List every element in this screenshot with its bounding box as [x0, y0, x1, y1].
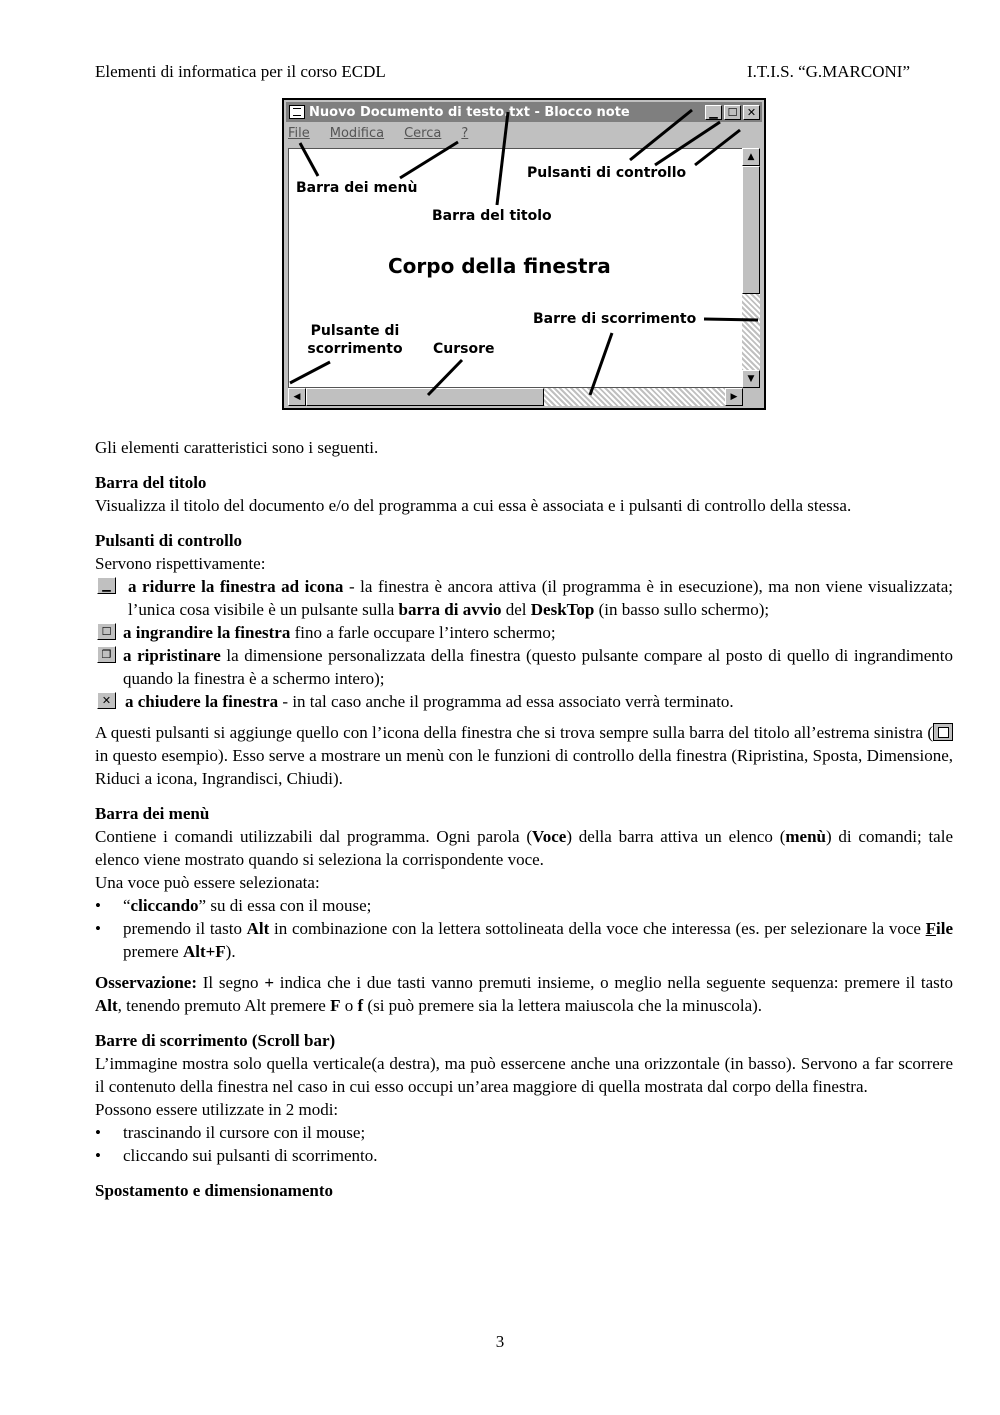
text-span: premere: [123, 942, 183, 961]
arrow-minimize: [630, 110, 692, 160]
arrow-scrollbar-horizontal: [590, 333, 612, 395]
label-scrollbars: Barre di scorrimento: [533, 311, 697, 327]
bullet: •: [95, 1123, 101, 1142]
bold-text: Alt: [95, 996, 118, 1015]
bold-text: barra di avvio: [398, 600, 502, 619]
bold-text: ile: [936, 919, 953, 938]
text-span: indica che i due tasti vanno premuti insieme, o meglio nella seguente sequenza: premere il tasto: [274, 973, 953, 992]
label-cursor: Cursore: [433, 341, 495, 357]
scroll-left-icon: ◀: [288, 388, 306, 406]
section-title-menu-bar: Barra dei menù: [95, 804, 210, 823]
list-item: [95, 1144, 953, 1167]
document-body: [95, 436, 953, 1202]
bold-text: f: [357, 996, 364, 1015]
bold-text: a ridurre la finestra ad icona: [128, 577, 344, 596]
bold-text: Alt+F: [182, 942, 226, 961]
text-span: fino a farle occupare l’intero schermo;: [290, 623, 556, 642]
header-left: Elementi di informatica per il corso ECDL: [95, 62, 386, 81]
arrow-title-bar: [497, 112, 508, 205]
list-item-maximize: [95, 621, 953, 644]
list-item-text: trascinando il cursore con il mouse;: [123, 1123, 366, 1142]
restore-icon: ❐: [97, 646, 116, 663]
list-item: [95, 917, 953, 963]
text-span: (si può premere sia la lettera maiuscola che la minuscola).: [363, 996, 763, 1015]
arrow-menu-bar-2: [400, 142, 458, 178]
bold-text: F: [330, 996, 341, 1015]
label-menu-bar: Barra dei menù: [296, 180, 418, 196]
menu-help: ?: [461, 126, 469, 141]
section-title-control-buttons: Pulsanti di controllo: [95, 531, 243, 550]
close-icon: ✕: [743, 105, 760, 120]
scroll-up-icon: ▲: [742, 148, 760, 166]
bold-text: Osservazione:: [95, 973, 197, 992]
window-title: Nuovo Documento di testo.txt - Blocco note: [309, 104, 630, 120]
text-span: ) di comandi; tale elenco viene mostrato quando si seleziona la corrispondente voce.: [95, 827, 953, 869]
text-span: ” su di essa con il mouse;: [198, 896, 372, 915]
section-title-scrollbars: Barre di scorrimento (Scroll bar): [95, 1031, 336, 1050]
text-span: in questo esempio). Esso serve a mostrare un menù con le funzioni di controllo della finestra (Ripristina, Sposta, Dimensione, Riduci a icona, Ingrandisci, Chiudi).: [95, 746, 953, 788]
label-control-buttons: Pulsanti di controllo: [527, 165, 687, 181]
bold-text: a ingrandire la finestra: [123, 623, 291, 642]
arrow-cursor: [428, 360, 462, 395]
control-buttons-intro: Servono rispettivamente:: [95, 554, 266, 573]
minimize-icon: ▁: [97, 577, 116, 594]
arrow-scroll-button: [290, 362, 330, 383]
label-scroll-button: [305, 323, 405, 358]
section-title-title-bar: Barra del titolo: [95, 473, 207, 492]
list-item: [95, 894, 953, 917]
bold-text: a ripristinare: [123, 646, 221, 665]
list-item-restore: [95, 644, 953, 690]
text-span: Il segno: [196, 973, 265, 992]
bullet: •: [95, 1146, 101, 1165]
text-span: “: [123, 896, 131, 915]
scrollbars-usage-intro: Possono essere utilizzate in 2 modi:: [95, 1100, 339, 1119]
bold-text: DeskTop: [530, 600, 595, 619]
underlined-text: F: [925, 919, 936, 938]
bold-text: a chiudere la finestra: [125, 692, 279, 711]
list-item-text: cliccando sui pulsanti di scorrimento.: [123, 1146, 378, 1165]
arrow-scrollbar-vertical: [704, 319, 758, 320]
list-item-close: [95, 690, 953, 713]
observation-paragraph: [95, 971, 953, 1017]
arrow-maximize: [655, 122, 720, 165]
bold-text: cliccando: [130, 896, 199, 915]
label-scroll-button-line2: scorrimento: [307, 340, 403, 357]
header-right: I.T.I.S. “G.MARCONI”: [746, 62, 910, 81]
control-menu-paragraph: [95, 721, 953, 790]
text-span: ) della barra attiva un elenco (: [566, 827, 786, 846]
text-span: premendo il tasto: [123, 919, 247, 938]
arrow-menu-bar: [300, 143, 318, 176]
menu-bar-select-intro: Una voce può essere selezionata:: [95, 873, 320, 892]
section-title-move-resize: Spostamento e dimensionamento: [95, 1181, 334, 1200]
menu-modifica: Modifica: [329, 126, 385, 141]
notepad-icon: [933, 723, 953, 741]
text-span: in combinazione con la lettera sottolineata della voce che interessa (es. per selezionare la voce: [269, 919, 926, 938]
section-body-title-bar: Visualizza il titolo del documento e/o del programma a cui essa è associata e i pulsanti di controllo della stessa.: [95, 496, 852, 515]
bullet: •: [95, 919, 101, 938]
intro-paragraph: Gli elementi caratteristici sono i seguenti.: [95, 438, 379, 457]
list-item-minimize: [95, 575, 953, 621]
list-item: [95, 1121, 953, 1144]
text-span: , tenendo premuto Alt premere: [117, 996, 331, 1015]
minimize-icon: ▁: [705, 105, 722, 120]
page-number: 3: [495, 1332, 505, 1351]
scroll-right-icon: ▶: [725, 388, 743, 406]
text-span: - la finestra è ancora attiva (il programma è in esecuzione), ma non viene visualizzata; l’unica cosa visibile è un pulsante sulla: [128, 577, 953, 619]
maximize-icon: ☐: [724, 105, 741, 120]
menu-cerca: Cerca: [404, 126, 442, 141]
bold-text: Voce: [532, 827, 567, 846]
menu-file: File: [288, 126, 310, 141]
text-span: ).: [225, 942, 236, 961]
maximize-icon: ☐: [97, 623, 116, 640]
bold-text: +: [264, 973, 275, 992]
text-span: del: [501, 600, 531, 619]
text-span: A questi pulsanti si aggiunge quello con l’icona della finestra che si trova sempre sulla barra del titolo all’estrema sinistra (: [95, 723, 933, 742]
label-title-bar: Barra del titolo: [432, 208, 552, 224]
scrollbars-paragraph: L’immagine mostra solo quella verticale(a destra), ma può essercene anche una orizzontale (in basso). Servono a far scorrere il contenuto della finestra nel caso in cui esso occupi un’area maggiore di quella mostrata dal corpo della finestra.: [95, 1054, 953, 1096]
text-span: (in basso sullo schermo);: [594, 600, 770, 619]
label-window-body: Corpo della finestra: [388, 254, 611, 278]
label-scroll-button-line1: Pulsante di: [310, 323, 400, 339]
menu-bar-paragraph: [95, 825, 953, 871]
text-span: Contiene i comandi utilizzabili dal programma. Ogni parola (: [95, 827, 533, 846]
text-span: la dimensione personalizzata della finestra (questo pulsante compare al posto di quello di ingrandimento quando la finestra è a schermo intero);: [123, 646, 953, 688]
bold-text: menù: [785, 827, 826, 846]
bold-text: Alt: [246, 919, 270, 938]
text-span: - in tal caso anche il programma ad essa associato verrà terminato.: [278, 692, 734, 711]
bullet: •: [95, 896, 101, 915]
text-span: o: [340, 996, 358, 1015]
close-icon: ✕: [97, 692, 116, 709]
scroll-down-icon: ▼: [742, 370, 760, 388]
